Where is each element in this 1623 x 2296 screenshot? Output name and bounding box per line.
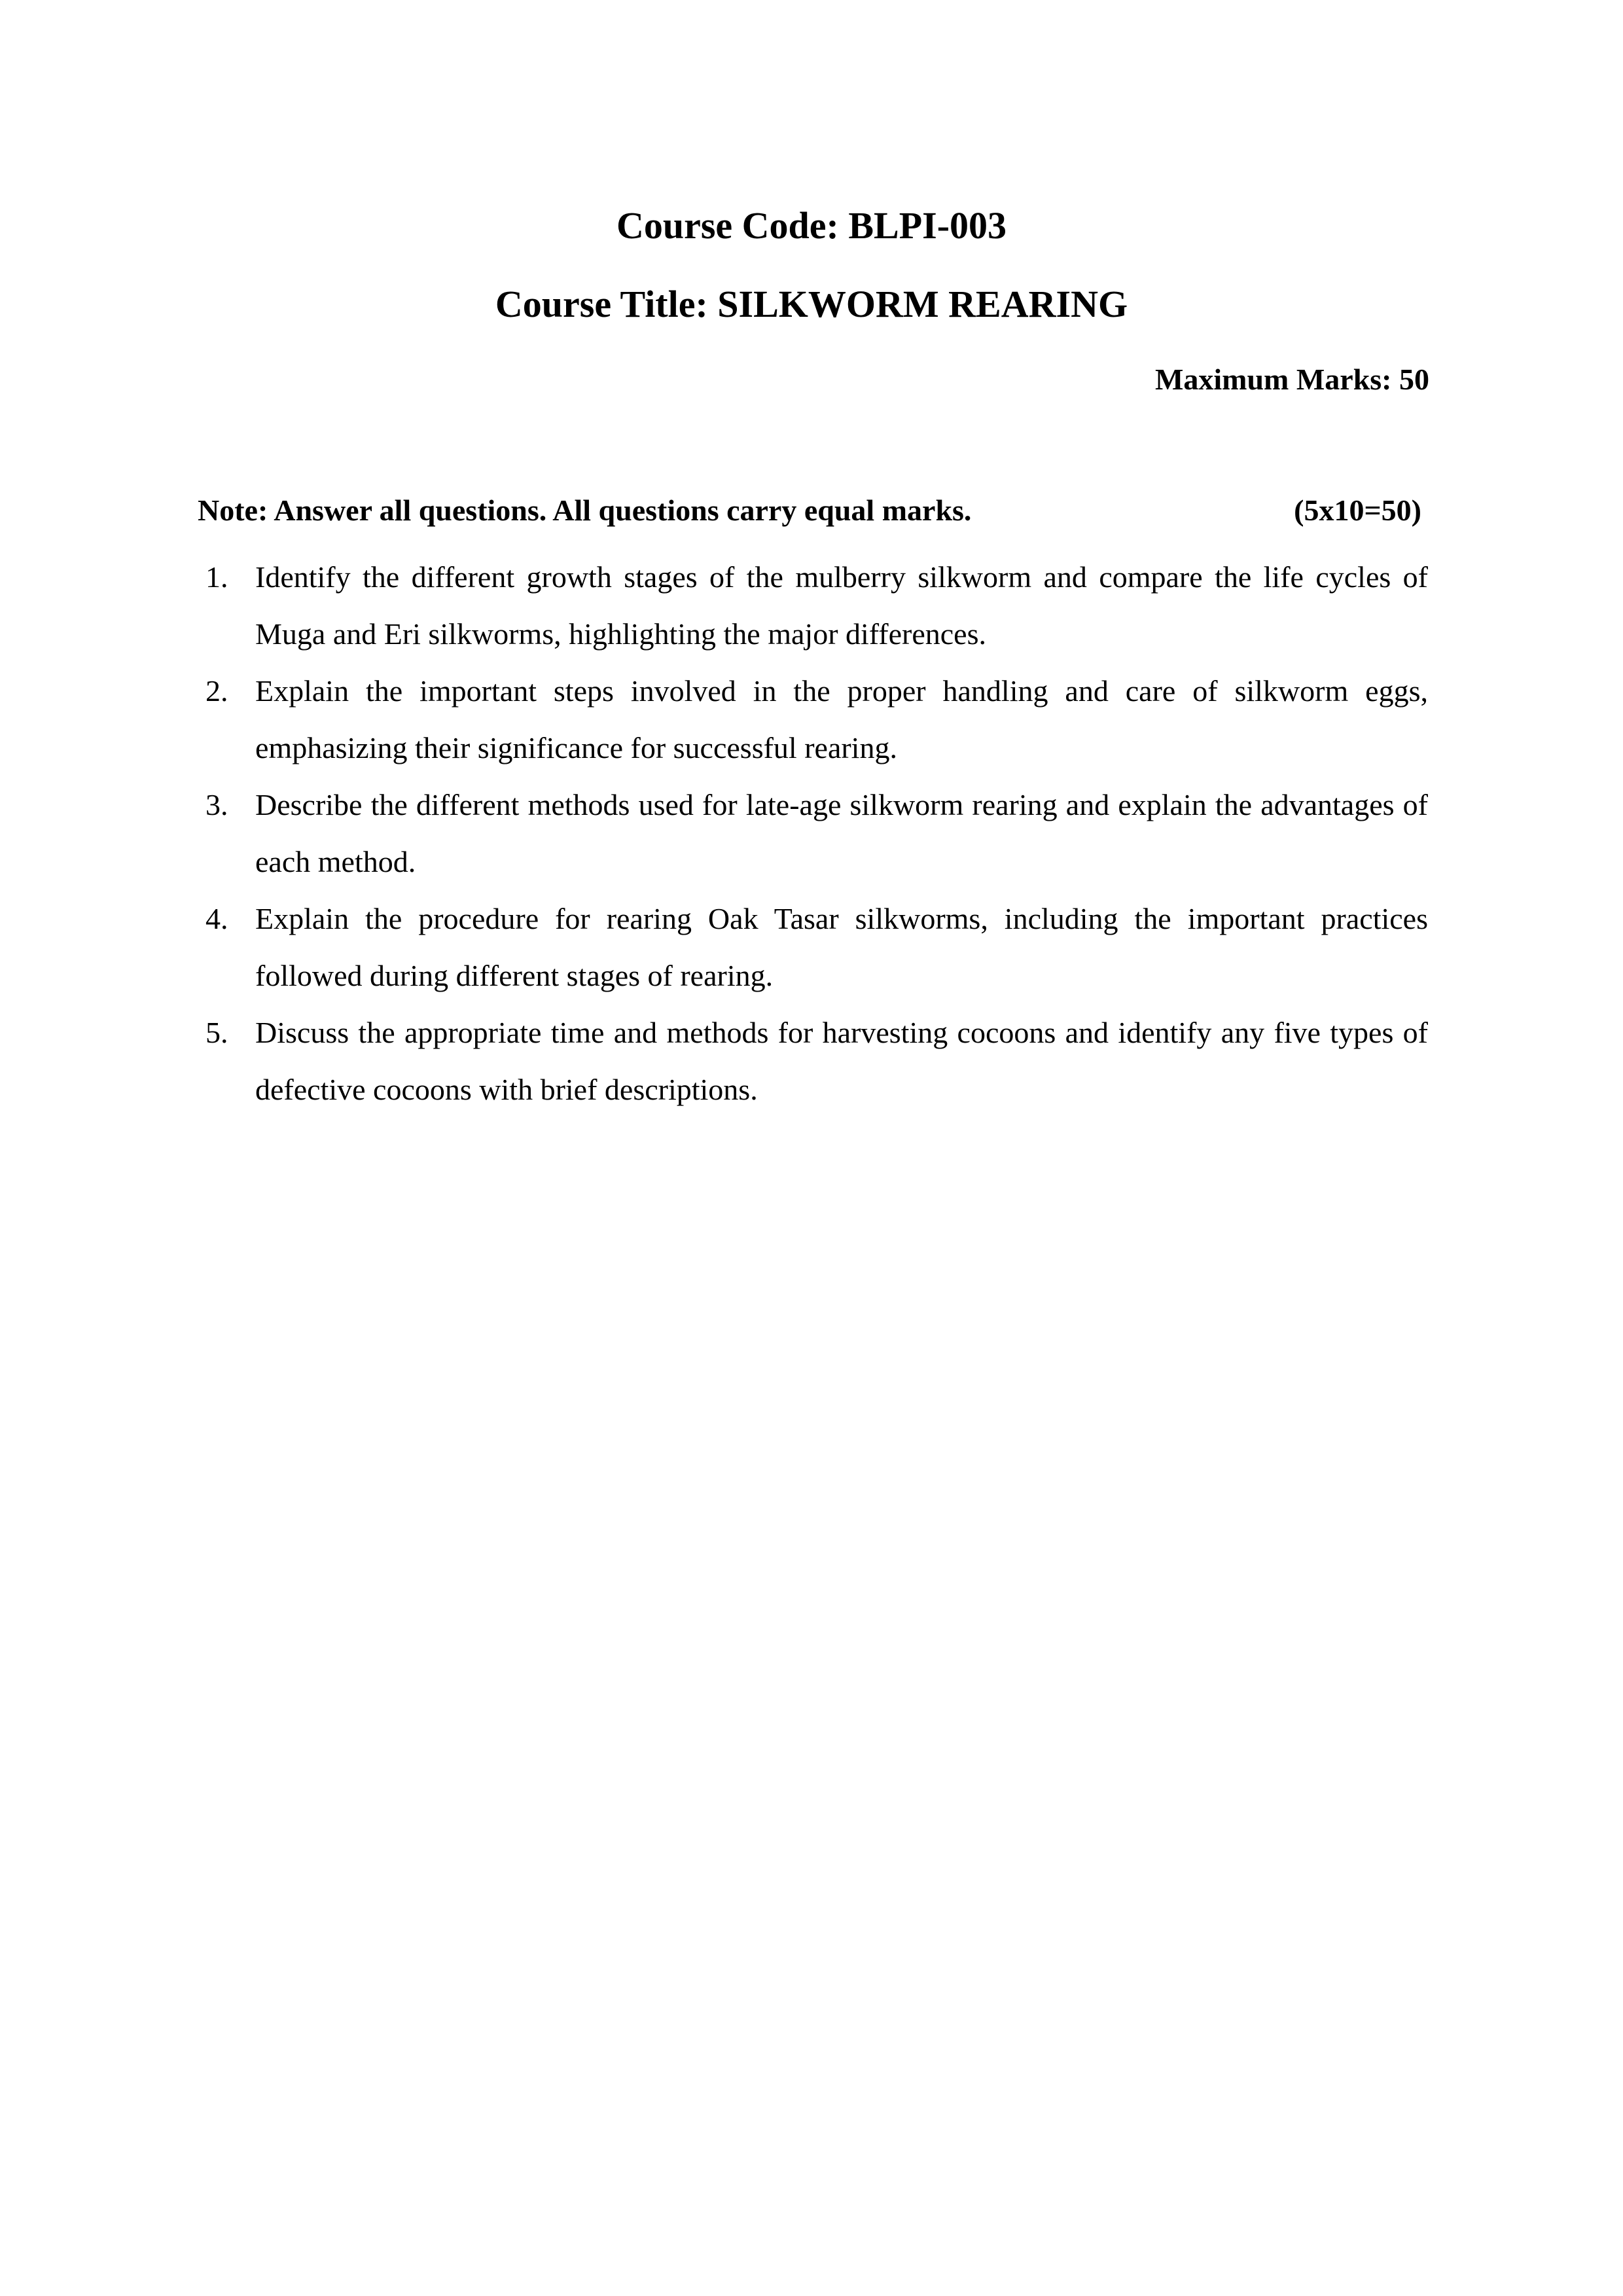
note-text: Note: Answer all questions. All questions carry equal marks. (198, 493, 972, 527)
question-number: 2. (205, 674, 228, 708)
marks-distribution: (5x10=50) (1294, 493, 1421, 527)
question-item (198, 548, 1428, 662)
question-text: Identify the different growth stages of the mulberry silkworm and compare the life cycles of Muga and Eri silkworms, highlighting the major differences. (255, 560, 1428, 651)
question-text: Explain the procedure for rearing Oak Tasar silkworms, including the important practices followed during different stages of rearing. (255, 902, 1428, 992)
question-item (198, 662, 1428, 776)
maximum-marks: Maximum Marks: 50 (1154, 363, 1429, 396)
question-item (198, 776, 1428, 890)
course-title-heading: Course Title: SILKWORM REARING (495, 283, 1128, 325)
course-code-heading: Course Code: BLPI-003 (616, 204, 1007, 247)
question-text: Discuss the appropriate time and methods for harvesting cocoons and identify any five types of defective cocoons with brief descriptions. (255, 1016, 1428, 1106)
question-number: 1. (205, 560, 228, 594)
question-number: 4. (205, 902, 228, 935)
question-item (198, 1004, 1428, 1118)
question-number: 5. (205, 1016, 228, 1049)
question-text: Describe the different methods used for late-age silkworm rearing and explain the advantages of each method. (255, 788, 1428, 878)
question-number: 3. (205, 788, 228, 821)
question-list (198, 548, 1428, 1118)
question-item (198, 890, 1428, 1004)
question-text: Explain the important steps involved in the proper handling and care of silkworm eggs, emphasizing their significance for successful rearing. (255, 674, 1428, 764)
